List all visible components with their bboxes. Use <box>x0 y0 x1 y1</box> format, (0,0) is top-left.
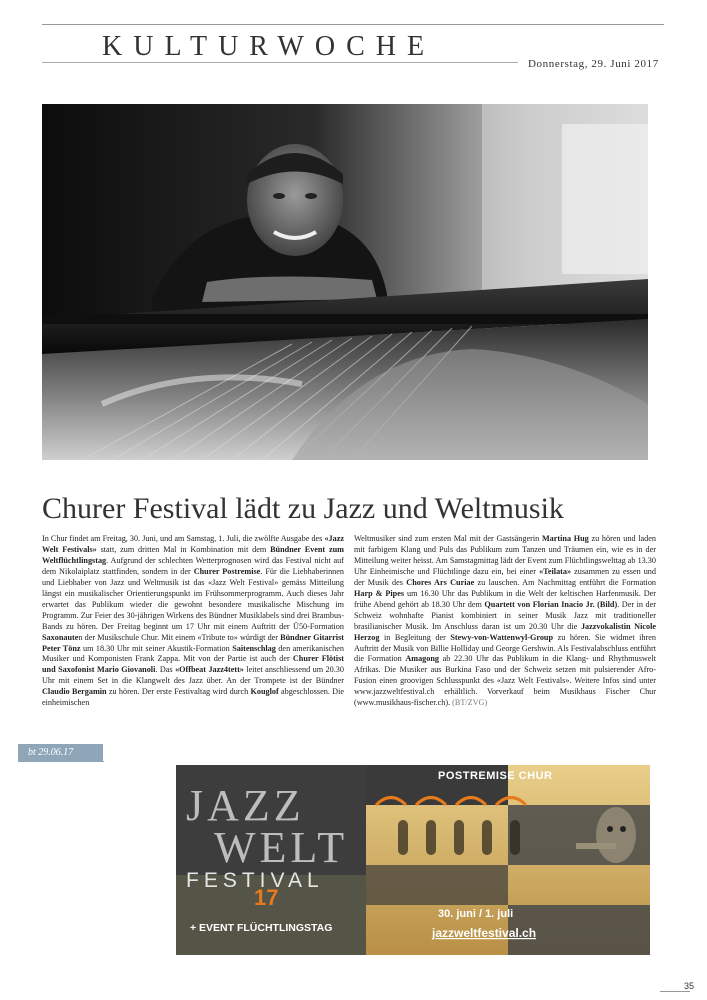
body-text: zu lauschen. Am Nachmittag entführt die Formation <box>474 577 657 587</box>
emphasis-text: Amagong <box>405 654 440 664</box>
emphasis-text: «Offbeat Jazz4tett» <box>175 665 244 675</box>
article-photo <box>42 104 648 460</box>
emphasis-text: Bündner Gitarrist Peter Tönz <box>42 632 344 653</box>
body-text: zusammen zu essen und der Musik des <box>354 566 656 587</box>
emphasis-text: «Teilata» <box>539 566 572 576</box>
pianist-photo-illustration <box>42 104 648 460</box>
body-text: statt, zum dritten Mal in Kombination mit dem <box>96 544 271 554</box>
ad-website: jazzweltfestival.ch <box>432 926 537 940</box>
emphasis-text: Saxonaute <box>42 632 79 642</box>
ad-logo-jazz: JAZZ <box>186 781 305 830</box>
date-tag: bt 29.06.17 <box>18 744 103 761</box>
emphasis-text: Chores Ars Curiae <box>406 577 475 587</box>
emphasis-text: Saitenschlag <box>232 643 276 653</box>
festival-advertisement <box>176 765 650 955</box>
top-rule <box>42 24 664 25</box>
body-text: den amerikanischen Musiker und Komponisten Frank Zappa. Mit von der Partie ist auch der <box>42 643 344 664</box>
article-column-right <box>354 534 656 709</box>
emphasis-text: Harp & Pipes <box>354 588 405 598</box>
emphasis-text: Bündner Event zum Weltflüchtlingstag <box>42 544 344 565</box>
masthead-title: KULTURWOCHE <box>102 31 436 62</box>
emphasis-text: Jazzvokalistin Nicole Herzog <box>354 621 656 642</box>
ad-dates: 30. juni / 1. juli <box>438 908 514 920</box>
emphasis-text: Churer Postremise <box>193 566 261 576</box>
emphasis-text: Stewy-von-Wattenwyl-Group <box>450 632 554 642</box>
emphasis-text: Churer Flötist und Saxofonist Mario Giovanoli <box>42 654 344 675</box>
body-text: . Für die Liebhaberinnen und Liebhaber von Jazz und Weltmusik ist das «Jazz Welt Festival» gemäss Mitteilung längst ein musikalischer Orientierungspunkt im Frühsommerprogramm. Auch dieses Jahr erwartet das Publikum wieder die gewohnt besondere musikalische Mischung im Programm. Zur Feier des 30-jährigen Wirkens des Bündner Musiklabels sind drei Brambus-Bands zu hören. Der Freitag beginnt um 17 Uhr mit einem Auftritt der Ü50-Formation <box>42 566 345 631</box>
body-text: ab 22.30 Uhr das Publikum in die Klang- und Rhythmuswelt Afrikas. Die Musiker aus Burkina Faso und der Schweiz setzen mit pulsierender Afro-Fusion einen groovigen Schlusspunkt des «Jazz Welt Festivals». Weitere Infos sind unter www.jazzweltfestival.ch erhältlich. Vorverkauf beim Musikhaus Fischer Chur (www.musikhaus-fischer.ch). <box>354 654 656 708</box>
body-text: um 16.30 Uhr das Publikum in die Welt der keltischen Harfenmusik. Der frühe Abend gehört ab 18.30 Uhr dem <box>354 588 656 609</box>
body-text: abgeschlossen. Die einheimischen <box>42 687 344 708</box>
article-column-left <box>42 534 344 709</box>
page-number: 35 <box>684 981 695 991</box>
ad-venue: POSTREMISE CHUR <box>438 770 553 782</box>
article-headline: Churer Festival lädt zu Jazz und Weltmusik <box>42 492 564 525</box>
emphasis-text: Claudio Bergamin <box>42 687 107 697</box>
body-text: leitet anschliessend um 20.30 Uhr mit einem Set in die Klangwelt des Jazz über. An der Trompete ist der Bündner <box>42 665 344 686</box>
body-text: n der Musikschule Chur. Mit einem «Tribute to» würdigt der <box>78 632 281 642</box>
body-text: zu hören und laden mit farbigem Klang und Puls das Publikum zum Tanzen und Träumen ein, wie es in der Mitteilung weiter heisst. Am Samstagmittag lädt der Event zum Flüchtlingswelttag ab 13.30 Uhr Einheimische und Flüchtlinge dazu ein, bei einer <box>354 534 657 576</box>
body-text: . Aufgrund der schlechten Wetterprognosen wird das Festival nicht auf dem Nikolaiplatz stattfinden, sondern in der <box>42 555 344 576</box>
masthead-rule <box>42 62 518 63</box>
body-text: . Der in der Schweiz wohnhafte Pianist kombiniert in seiner Musik Jazz mit traditioneller brasilianischer Musik. Im Anschluss daran ist um 20.30 Uhr die <box>354 599 656 631</box>
body-text: zu hören. Sie widmet ihren Auftritt der Musik von Billie Holliday und George Gershwin. Als Festivalabschluss entführt die Formation <box>354 632 656 664</box>
emphasis-text: «Jazz Welt Festivals» <box>42 534 344 554</box>
source-credit: (BT/ZVG) <box>452 698 488 708</box>
body-text: um 18.30 Uhr mit seiner Akustik-Formation <box>80 643 233 653</box>
body-text: Weltmusiker sind zum ersten Mal mit der Gastsängerin <box>354 534 542 543</box>
ad-logo-number: 17 <box>254 885 279 910</box>
ad-logo-festival: FESTIVAL <box>186 869 324 892</box>
issue-date: Donnerstag, 29. Juni 2017 <box>528 58 659 70</box>
body-text: In Chur findet am Freitag, 30. Juni, und am Samstag, 1. Juli, die zwölfte Ausgabe des <box>42 534 325 543</box>
emphasis-text: Kouglof <box>250 687 279 697</box>
emphasis-text: Quartett von Florian Inacio Jr. (Bild) <box>484 599 618 609</box>
body-text: zu hören. Der erste Festivaltag wird durch <box>106 687 251 697</box>
emphasis-text: Martina Hug <box>541 534 589 543</box>
ad-event-line: + EVENT FLÜCHTLINGSTAG <box>190 922 333 934</box>
bottom-rule <box>660 991 690 992</box>
body-text: in Begleitung der <box>379 632 451 642</box>
date-tag-rule <box>18 761 104 762</box>
ad-logo-welt: WELT <box>214 823 349 872</box>
ad-artwork <box>176 765 650 955</box>
body-text: . Das <box>155 665 176 675</box>
